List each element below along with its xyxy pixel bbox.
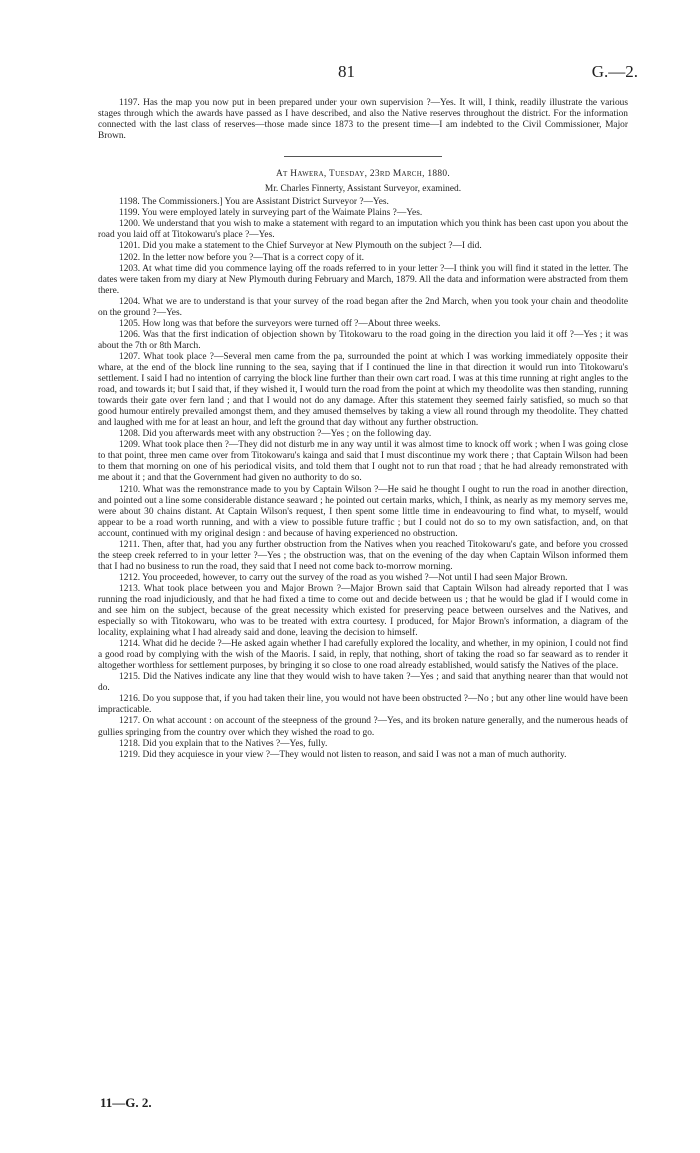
paragraph: 1215. Did the Natives indicate any line that they would wish to have taken ?—Yes ; and said that anything nearer than that would not do. [98, 672, 628, 694]
page-body [98, 98, 628, 761]
paragraph: 1205. How long was that before the surveyors were turned off ?—About three weeks. [119, 318, 441, 329]
paragraph: 1211. Then, after that, had you any further obstruction from the Natives when you reached Titokowaru's gate, and before you crossed the steep creek referred to in your letter ?—Yes ; the obstruction was, that on the evening of the day when Captain Wilson informed them that I had no business to run the road, they said that I need not come back to-morrow morning. [98, 539, 628, 572]
paragraph: 1217. On what account : on account of the steepness of the ground ?—Yes, and its broken nature generally, and the numerous heads of gullies springing from the country over which they wished the road to go. [98, 716, 628, 738]
paragraph: 1203. At what time did you commence laying off the roads referred to in your letter ?—I think you will find it stated in the letter. The dates were taken from my diary at New Plymouth during February and March, 1879. All the data and information were abstracted from them there. [98, 263, 628, 296]
paragraph: 1200. We understand that you wish to make a statement with regard to an imputation which you think has been cast upon you about the road you laid off at Titokowaru's place ?—Yes. [98, 219, 628, 241]
paragraph: 1219. Did they acquiesce in your view ?—They would not listen to reason, and said I was not a man of much authority. [119, 749, 567, 760]
paragraph: 1201. Did you make a statement to the Chief Surveyor at New Plymouth on the subject ?—I did. [119, 241, 482, 252]
session-heading: At Hawera, Tuesday, 23rd March, 1880. [275, 169, 451, 180]
witness-line: Mr. Charles Finnerty, Assistant Surveyor, examined. [264, 184, 462, 195]
paragraph: 1207. What took place ?—Several men came from the pa, surrounded the point at which I was working immediately opposite their whare, at the end of the block line running to the sea, saying that if I continued the line in that direction it would run into Titokowaru's settlement. I said I had no intention of carrying the block line further than their own cart road. I was at this time running at right angles to the road, and towards it; but I said that, if they wished it, I would turn the road from the point at which my theodolite was then standing, running towards their gate over fern land ; and that I would not do any damage. After this statement they seemed fairly satisfied, so much so that good humour entirely prevailed amongst them, and they amused themselves by taking a view all round through my theodolite. They chatted and laughed with me for at least an hour, and left the ground that day without any further obstruction. [98, 351, 628, 429]
paragraph: 1218. Did you explain that to the Natives ?—Yes, fully. [119, 738, 328, 749]
paragraph: 1209. What took place then ?—They did not disturb me in any way until it was almost time to knock off work ; when I was going close to that point, three men came over from Titokowaru's kainga and said that I must discontinue my work there ; that Captain Wilson had been to them that morning on one of his periodical visits, and told them that I ought not to run that road ; that he had already remonstrated with me about it ; and that the Government had given no authority to do so. [98, 440, 628, 484]
page-header [0, 62, 700, 84]
paragraph: 1202. In the letter now before you ?—That is a correct copy of it. [119, 252, 364, 263]
page-number: 81 [338, 62, 355, 81]
paragraph: 1213. What took place between you and Major Brown ?—Major Brown said that Captain Wilson had already reported that I was running the road injudiciously, and that he had fixed a time to come out and decide between us ; that he would be glad if I would come in and see him on the subject, because of the great necessity which existed for preserving peace between ourselves and the Natives, and especially so with Titokowaru, who was to be treated with extra courtesy. I produced, for Major Brown's information, a diagram of the locality, explaining what I had already said and done, leaving the decision to himself. [98, 583, 628, 639]
paragraph: 1206. Was that the first indication of objection shown by Titokowaru to the road going in the direction you laid it off ?—Yes ; it was about the 7th or 8th March. [98, 329, 628, 351]
paragraph: 1198. The Commissioners.] You are Assistant District Surveyor ?—Yes. [119, 197, 389, 208]
paragraph: 1204. What we are to understand is that your survey of the road began after the 2nd March, when you took your chain and theodolite on the ground ?—Yes. [98, 296, 628, 318]
paragraph: 1208. Did you afterwards meet with any obstruction ?—Yes ; on the following day. [119, 429, 432, 440]
paragraph: 1199. You were employed lately in surveying part of the Waimate Plains ?—Yes. [119, 208, 423, 219]
section-divider [284, 156, 442, 157]
paragraph: 1214. What did he decide ?—He asked again whether I had carefully explored the locality, and whether, in my opinion, I could not find a good road by complying with the wish of the Maoris. I said, in reply, that nothing, short of taking the road so far seaward as to render it altogether worthless for settlement purposes, by bringing it so close to one road already established, would satisfy the Natives of the place. [98, 639, 628, 672]
paragraph: 1210. What was the remonstrance made to you by Captain Wilson ?—He said he thought I ought to run the road in another direction, and pointed out a line some considerable distance seaward ; he pointed out certain marks, which, I think, as nearly as my memory serves me, were about 30 chains distant. At Captain Wilson's request, I then spent some little time in endeavouring to find what, to myself, would appear to be a road worth running, and with a view to possible future traffic ; but I could not do so to my own satisfaction, and, on that account, continued with my original design : and because of having experienced no obstruction. [98, 484, 628, 539]
paragraph: 1216. Do you suppose that, if you had taken their line, you would not have been obstructed ?—No ; but any other line would have been impracticable. [98, 694, 628, 716]
document-reference: G.—2. [591, 62, 638, 81]
paragraph: 1197. Has the map you now put in been prepared under your own supervision ?—Yes. It will, I think, readily illustrate the various stages through which the awards have passed as I have described, and also the Native reserves throughout the district. For the information connected with the last class of reserves—those made since 1873 to the present time—I am indebted to the Civil Commissioner, Major Brown. [98, 98, 628, 142]
page-footer-signature: 11—G. 2. [100, 1095, 152, 1110]
paragraph: 1212. You proceeded, however, to carry out the survey of the road as you wished ?—Not until I had seen Major Brown. [119, 572, 568, 583]
